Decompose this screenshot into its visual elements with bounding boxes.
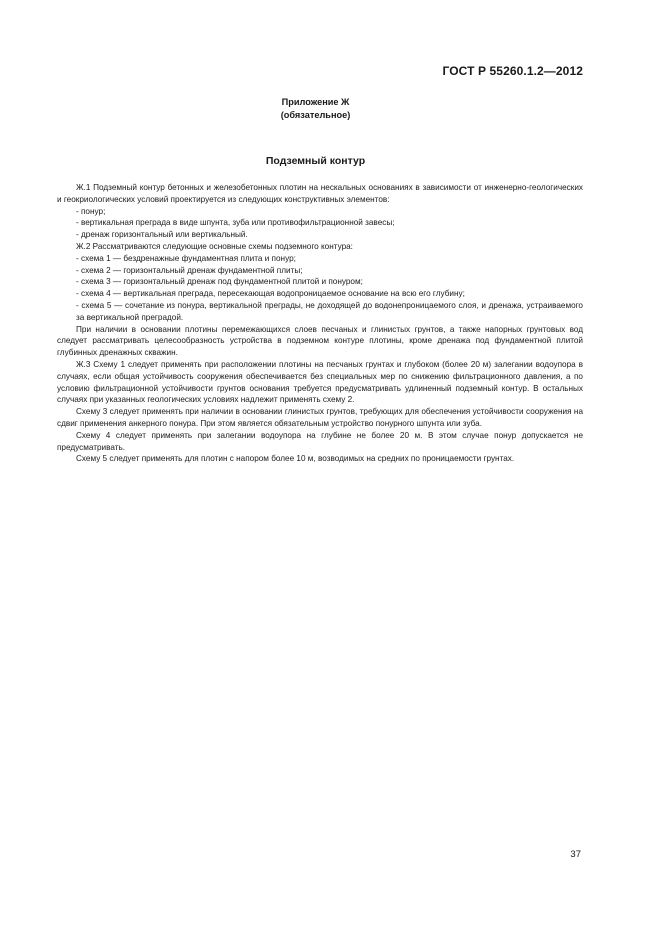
section-title: Подземный контур xyxy=(265,155,366,167)
document-code: ГОСТ Р 55260.1.2—2012 xyxy=(442,64,583,78)
list-item: - схема 5 — сочетание из понура, вертикальной преграды, не доходящей до водонепроницаемого слоя, и дренажа, устраиваемого за вертикальной преградой. xyxy=(76,300,583,322)
paragraph-zh3: Ж.3 Схему 1 следует применять при расположении плотины на песчаных грунтах и глубоком (более 20 м) залегании водоупора в случаях, если общая устойчивость сооружения обеспечивается без специальных мер по снижению фильтрационного давления, а по условию фильтрационной устойчивости грунтов основания требуется предусматривать удлиненный подземный контур. В остальных случаях при указанных геологических условиях надлежит применять схему 2. xyxy=(57,359,583,405)
list-item: - схема 4 — вертикальная преграда, пересекающая водопроницаемое основание на всю его глубину; xyxy=(76,289,465,299)
list-item: - дренаж горизонтальный или вертикальный. xyxy=(76,230,248,240)
paragraph: Схему 3 следует применять при наличии в основании глинистых грунтов, требующих для обеспечения устойчивости сооружения на сдвиг применения анкерного понура. При этом является обязательным устройство понурного шпунта или зуба. xyxy=(57,407,583,428)
page-number: 37 xyxy=(570,849,581,860)
list-item: - схема 2 — горизонтальный дренаж фундаментной плиты; xyxy=(76,265,303,275)
list-item: - вертикальная преграда в виде шпунта, зуба или противофильтрационной завесы; xyxy=(76,218,395,228)
paragraph: Схему 4 следует применять при залегании водоупора на глубине не более 20 м. В этом случае понур допускается не предусматривать. xyxy=(57,430,583,452)
annex-title: Приложение Ж xyxy=(281,97,350,107)
body-text xyxy=(57,182,583,465)
paragraph: Схему 5 следует применять для плотин с напором более 10 м, возводимых на средних по проницаемости грунтах. xyxy=(76,454,515,464)
paragraph: При наличии в основании плотины перемежающихся слоев песчаных и глинистых грунтов, а также напорных грунтовых вод следует рассматривать целесообразность устройства в подземном контуре плотины, кроме дренажа под фундаментной плитой глубинных дренажных скважин. xyxy=(57,324,583,358)
list-item: - схема 3 — горизонтальный дренаж под фундаментной плитой и понуром; xyxy=(76,277,363,287)
paragraph-zh1: Ж.1 Подземный контур бетонных и железобетонных плотин на нескальных основаниях в зависимости от инженерно-геологических и геокриологических условий проектируется из следующих конструктивных элементов: xyxy=(57,183,583,204)
list-item: - схема 1 — бездренажные фундаментная плита и понур; xyxy=(76,253,296,263)
annex-status: (обязательное) xyxy=(280,110,351,120)
paragraph-zh2: Ж.2 Рассматриваются следующие основные схемы подземного контура: xyxy=(76,241,353,251)
list-item: - понур; xyxy=(76,206,106,216)
